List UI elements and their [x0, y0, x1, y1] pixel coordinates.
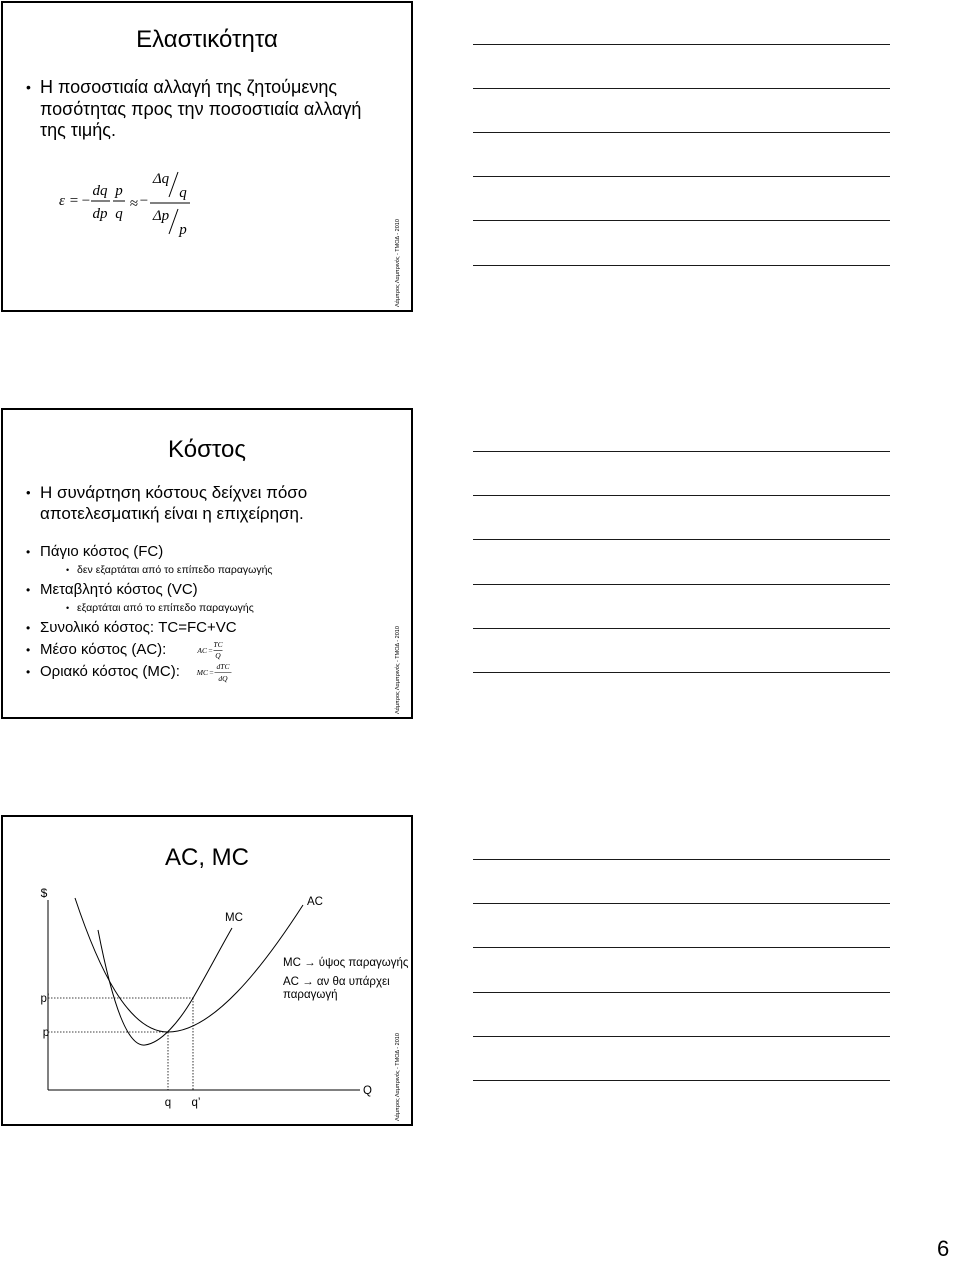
- note-line: [473, 176, 890, 177]
- y-axis-label: $: [40, 886, 48, 900]
- mc-formula-denominator: dQ: [218, 674, 228, 683]
- note-line: [473, 672, 890, 673]
- note-line: [473, 44, 890, 45]
- q-below: q: [179, 185, 187, 201]
- mc-formula-lhs: MC: [196, 668, 208, 677]
- delta-p: Δp: [152, 208, 170, 224]
- note-line: [473, 132, 890, 133]
- ac-formula-numerator: TC: [213, 640, 223, 649]
- definition-text: Η ποσοστιαία αλλαγή της ζητούμενης ποσότητας προς την ποσοστιαία αλλαγή της τιμής.: [40, 77, 362, 140]
- note-line: [473, 1080, 890, 1081]
- note-line: [473, 265, 890, 266]
- note-line: [473, 1036, 890, 1037]
- equals-sign: =: [69, 193, 79, 209]
- approx-sign: ≈: [129, 196, 139, 212]
- bullet-icon: [26, 581, 30, 599]
- mc-curve: [98, 928, 232, 1045]
- mc-formula-numerator: dTC: [216, 662, 230, 671]
- fraction-slash: [169, 172, 178, 197]
- note-line: [473, 495, 890, 496]
- ac-note: AC → αν θα υπάρχει παραγωγή: [283, 976, 390, 1001]
- cost-curves-diagram: [3, 817, 411, 1124]
- minus-sign: −: [81, 193, 91, 209]
- bullet-icon: [26, 641, 30, 659]
- bullet-icon: [26, 543, 30, 561]
- slide-title: Κόστος: [168, 436, 246, 463]
- note-line: [473, 584, 890, 585]
- p-label: p: [42, 1027, 50, 1039]
- note-line: [473, 992, 890, 993]
- minus-sign: −: [139, 193, 149, 209]
- page-number: 6: [937, 1236, 950, 1261]
- equals-sign: =: [208, 646, 213, 655]
- note-line: [473, 451, 890, 452]
- fraction-slash: [169, 209, 178, 234]
- denominator-q: q: [115, 206, 123, 222]
- bullet-icon: [26, 77, 31, 99]
- p-prime-label: p’: [40, 993, 50, 1005]
- q-prime-label: q’: [191, 1097, 201, 1109]
- slide-elasticity: [1, 1, 413, 312]
- ac-curve-label: AC: [307, 896, 323, 908]
- ac-formula-denominator: Q: [215, 651, 221, 660]
- fixed-cost-item: Πάγιο κόστος (FC): [40, 543, 164, 560]
- bullet-icon: [26, 482, 31, 503]
- numerator-p: p: [115, 183, 123, 199]
- denominator-dp: dp: [92, 206, 108, 222]
- sub-bullet-icon: [66, 563, 69, 577]
- mc-note: MC → ύψος παραγωγής: [283, 957, 409, 969]
- variable-cost-item: Μεταβλητό κόστος (VC): [40, 581, 198, 598]
- slide-cost: [1, 408, 413, 719]
- bullet-icon: [26, 663, 30, 681]
- note-line: [473, 628, 890, 629]
- average-cost-item: Μέσο κόστος (AC):: [40, 641, 167, 658]
- total-cost-item: Συνολικό κόστος: TC=FC+VC: [40, 619, 237, 636]
- slide-title: AC, MC: [165, 844, 249, 871]
- sub-bullet-icon: [66, 601, 69, 615]
- q-label: q: [164, 1097, 172, 1109]
- numerator-dq: dq: [92, 183, 108, 199]
- cost-function-text: Η συνάρτηση κόστους δείχνει πόσο αποτελεσματική είναι η επιχείρηση.: [40, 483, 308, 523]
- author-credit: Λάμπρος Λαμπρινός - ΤΜΟΔ - 2010: [395, 1033, 401, 1121]
- slide-title: Ελαστικότητα: [136, 26, 278, 53]
- note-line: [473, 903, 890, 904]
- note-line: [473, 539, 890, 540]
- delta-q: Δq: [152, 171, 170, 187]
- bullet-icon: [26, 619, 30, 637]
- epsilon-symbol: ε: [59, 193, 65, 209]
- note-line: [473, 220, 890, 221]
- note-line: [473, 88, 890, 89]
- ac-formula-lhs: AC: [197, 646, 207, 655]
- ac-curve: [75, 898, 303, 1032]
- author-credit: Λάμπρος Λαμπρινός - ΤΜΟΔ - 2010: [395, 626, 401, 714]
- fixed-cost-note: δεν εξαρτάται από το επίπεδο παραγωγής: [77, 564, 273, 576]
- author-credit: Λάμπρος Λαμπρινός - ΤΜΟΔ - 2010: [395, 219, 401, 307]
- variable-cost-note: εξαρτάται από το επίπεδο παραγωγής: [77, 602, 254, 614]
- note-line: [473, 947, 890, 948]
- marginal-cost-item: Οριακό κόστος (MC):: [40, 663, 180, 680]
- mc-curve-label: MC: [225, 912, 243, 924]
- slide-ac-mc: [1, 815, 413, 1126]
- note-line: [473, 859, 890, 860]
- p-below: p: [179, 222, 187, 238]
- x-axis-label: Q: [363, 1085, 372, 1097]
- equals-sign: =: [209, 668, 214, 677]
- elasticity-formula: [53, 163, 203, 243]
- cost-formulas: [193, 635, 241, 689]
